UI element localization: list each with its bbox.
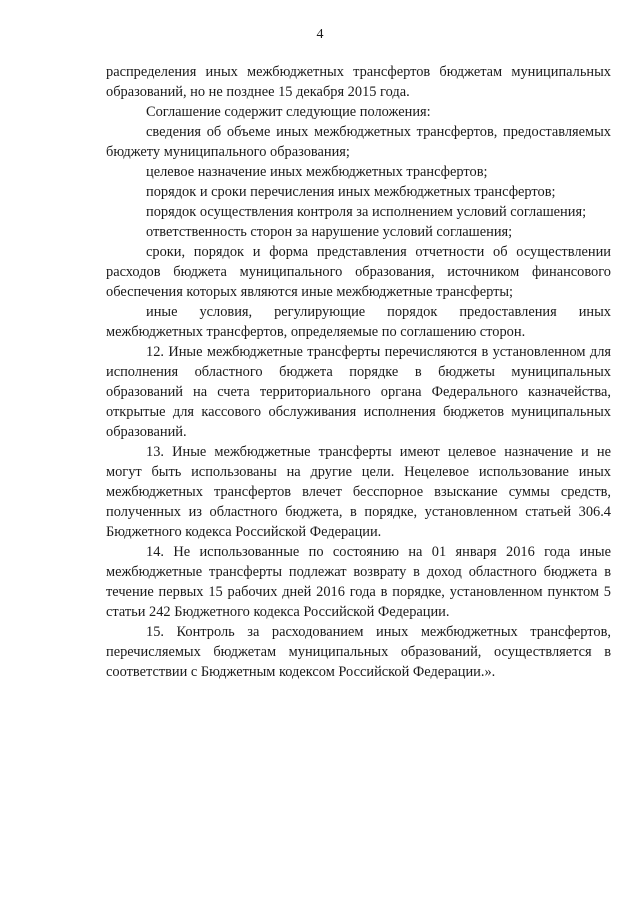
paragraph-clause-12: 12. Иные межбюджетные трансферты перечисляются в установленном для исполнения областного бюджета порядке в бюджеты муниципальных образований на счета территориального органа Федерального казначейства, открытые для кассового обслуживания исполнения бюджетов муниципальных образований. (106, 344, 611, 440)
paragraph-agreement-item: порядок осуществления контроля за исполнением условий соглашения; (146, 204, 587, 220)
page-number: 4 (316, 27, 324, 42)
paragraph-agreement-item: ответственность сторон за нарушение условий соглашения; (146, 224, 513, 240)
paragraph-agreement-item: сведения об объеме иных межбюджетных трансфертов, предоставляемых бюджету муниципального образования; (106, 124, 611, 160)
paragraph-agreement-intro: Соглашение содержит следующие положения: (146, 104, 431, 120)
paragraph-clause-13: 13. Иные межбюджетные трансферты имеют целевое назначение и не могут быть использованы на другие цели. Нецелевое использование иных межбюджетных трансфертов влечет бесспорное взыскание суммы средств, полученных из областного бюджета, в порядке, установленном статьей 306.4 Бюджетного кодекса Российской Федерации. (106, 444, 611, 540)
paragraph-agreement-item: порядок и сроки перечисления иных межбюджетных трансфертов; (146, 184, 556, 200)
paragraph-clause-15: 15. Контроль за расходованием иных межбюджетных трансфертов, перечисляемых бюджетам муниципальных образований, осуществляется в соответствии с Бюджетным кодексом Российской Федерации.». (106, 624, 611, 680)
paragraph-agreement-item: иные условия, регулирующие порядок предоставления иных межбюджетных трансфертов, определяемые по соглашению сторон. (106, 304, 611, 340)
document-body (106, 62, 611, 682)
paragraph-agreement-item: целевое назначение иных межбюджетных трансфертов; (146, 164, 488, 180)
paragraph-continuation: распределения иных межбюджетных трансфертов бюджетам муниципальных образований, но не позднее 15 декабря 2015 года. (106, 64, 611, 100)
paragraph-clause-14: 14. Не использованные по состоянию на 01 января 2016 года иные межбюджетные трансферты подлежат возврату в доход областного бюджета в течение первых 15 рабочих дней 2016 года в порядке, установленном пунктом 5 статьи 242 Бюджетного кодекса Российской Федерации. (106, 544, 611, 620)
paragraph-agreement-item: сроки, порядок и форма представления отчетности об осуществлении расходов бюджета муниципального образования, источником финансового обеспечения которых являются иные межбюджетные трансферты; (106, 244, 611, 300)
